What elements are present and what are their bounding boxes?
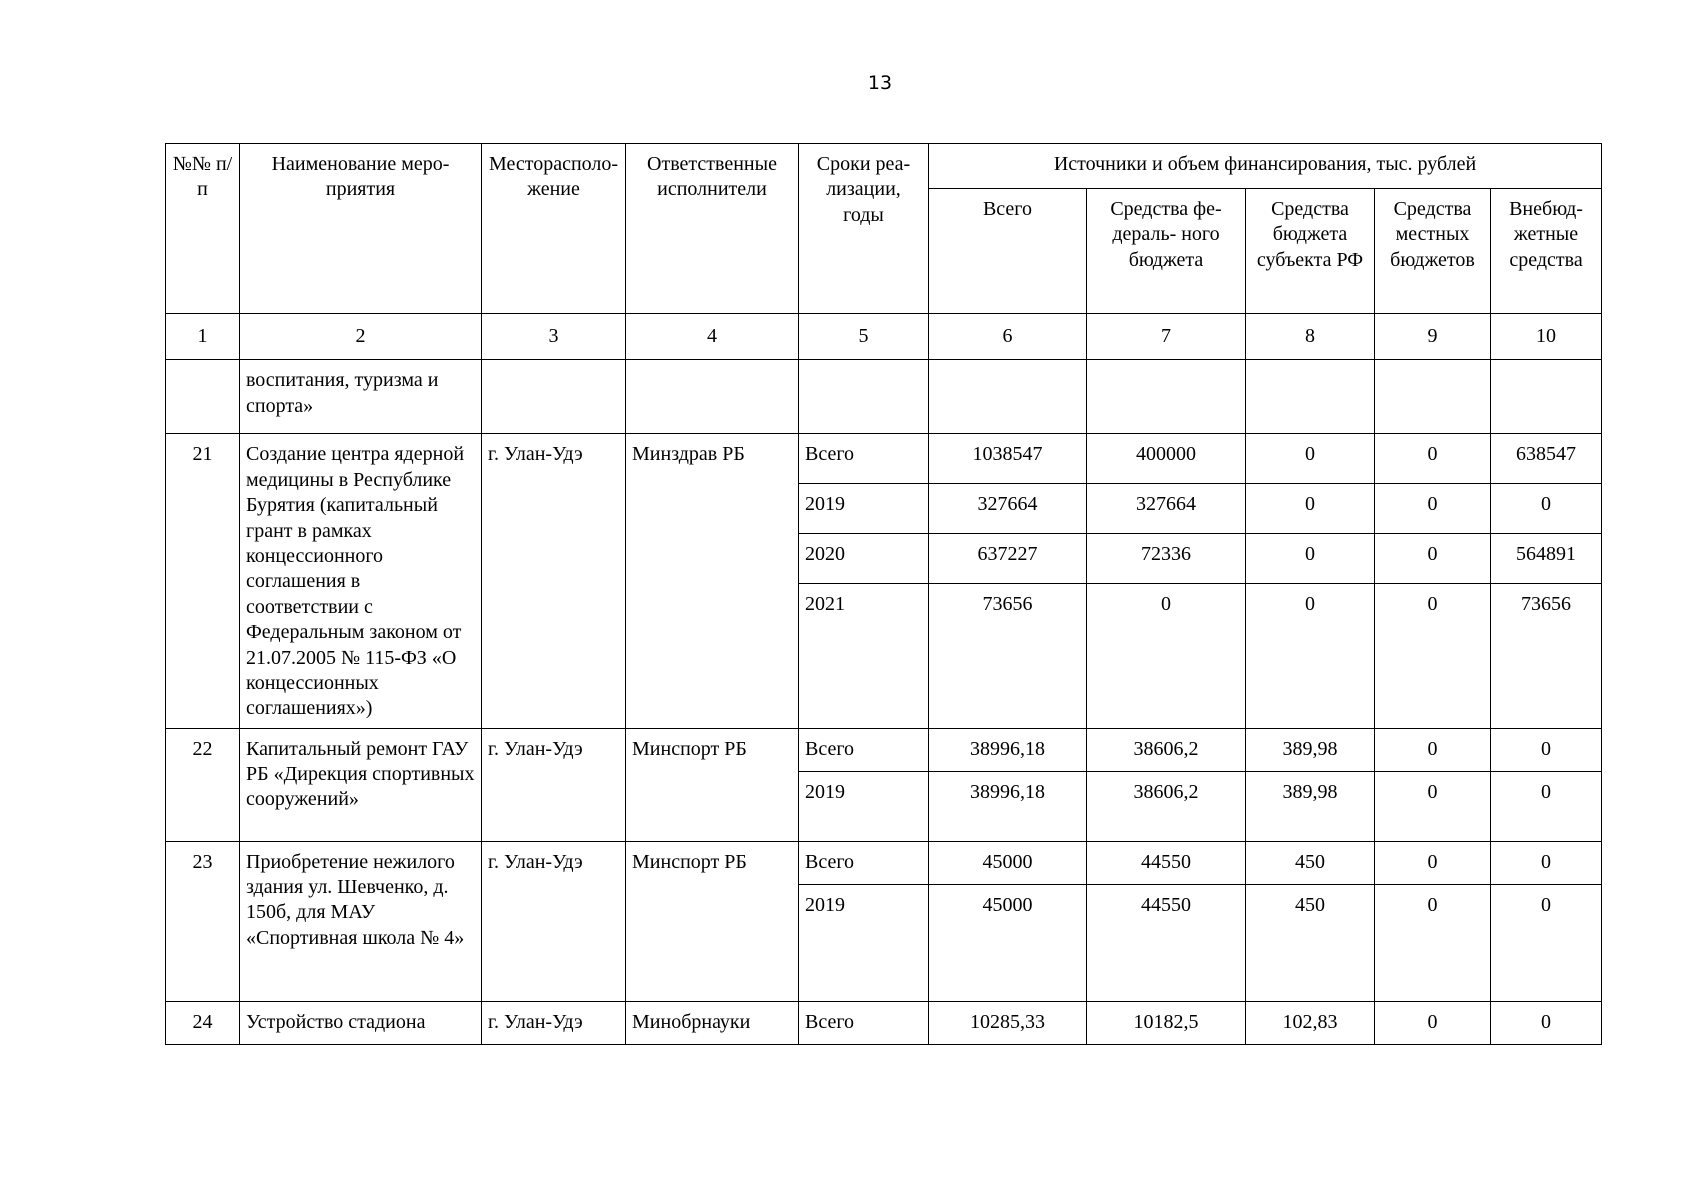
federal-cell: 72336 — [1087, 534, 1246, 584]
extrabudget-cell: 0 — [1491, 884, 1602, 1001]
table-row — [166, 841, 1602, 884]
federal-cell: 38606,2 — [1087, 771, 1246, 841]
header-executors: Ответственные исполнители — [626, 144, 799, 314]
total-cell: 637227 — [929, 534, 1087, 584]
header-regional: Средства бюджета субъекта РФ — [1246, 189, 1375, 314]
extrabudget-cell: 0 — [1491, 484, 1602, 534]
header-location: Месторасполо- жение — [482, 144, 626, 314]
regional-cell: 450 — [1246, 841, 1375, 884]
period-cell: Всего — [799, 434, 929, 484]
local-cell: 0 — [1375, 583, 1491, 728]
entry-location: г. Улан-Удэ — [482, 841, 626, 1001]
regional-cell: 0 — [1246, 583, 1375, 728]
header-funding-group: Источники и объем финансирования, тыс. рублей — [929, 144, 1602, 189]
header-total: Всего — [929, 189, 1087, 314]
table-body — [166, 360, 1602, 1044]
extrabudget-cell: 638547 — [1491, 434, 1602, 484]
column-index: 1 — [166, 314, 240, 360]
local-cell: 0 — [1375, 728, 1491, 771]
period-cell: 2019 — [799, 484, 929, 534]
entry-name: Устройство стадиона — [240, 1001, 482, 1044]
total-cell: 45000 — [929, 841, 1087, 884]
entry-number: 23 — [166, 841, 240, 1001]
regional-cell: 0 — [1246, 534, 1375, 584]
entry-number: 22 — [166, 728, 240, 841]
regional-cell: 0 — [1246, 434, 1375, 484]
column-index: 7 — [1087, 314, 1246, 360]
table-row — [166, 728, 1602, 771]
period-cell: 2019 — [799, 884, 929, 1001]
entry-number: 24 — [166, 1001, 240, 1044]
column-index: 6 — [929, 314, 1087, 360]
header-name: Наименование меро- приятия — [240, 144, 482, 314]
column-index: 4 — [626, 314, 799, 360]
extrabudget-cell: 0 — [1491, 728, 1602, 771]
local-cell: 0 — [1375, 534, 1491, 584]
table-row — [166, 434, 1602, 484]
table-header — [166, 144, 1602, 360]
header-extrabudget: Внебюд- жетные средства — [1491, 189, 1602, 314]
total-cell: 38996,18 — [929, 771, 1087, 841]
extrabudget-cell: 0 — [1491, 841, 1602, 884]
entry-executor: Минспорт РБ — [626, 841, 799, 1001]
total-cell: 327664 — [929, 484, 1087, 534]
entry-number: 21 — [166, 434, 240, 728]
period-cell: 2019 — [799, 771, 929, 841]
extrabudget-cell: 0 — [1491, 1001, 1602, 1044]
column-index: 8 — [1246, 314, 1375, 360]
header-number: №№ п/п — [166, 144, 240, 314]
financing-table — [165, 143, 1602, 1045]
period-cell: Всего — [799, 841, 929, 884]
table-row — [166, 1001, 1602, 1044]
regional-cell: 389,98 — [1246, 771, 1375, 841]
header-local: Средства местных бюджетов — [1375, 189, 1491, 314]
federal-cell: 327664 — [1087, 484, 1246, 534]
regional-cell: 0 — [1246, 484, 1375, 534]
period-cell: Всего — [799, 1001, 929, 1044]
header-federal: Средства фе- дераль- ного бюджета — [1087, 189, 1246, 314]
header-period: Сроки реа- лизации, годы — [799, 144, 929, 314]
entry-executor: Минобрнауки — [626, 1001, 799, 1044]
regional-cell: 389,98 — [1246, 728, 1375, 771]
total-cell: 73656 — [929, 583, 1087, 728]
federal-cell: 44550 — [1087, 841, 1246, 884]
column-index: 2 — [240, 314, 482, 360]
column-index: 10 — [1491, 314, 1602, 360]
total-cell: 38996,18 — [929, 728, 1087, 771]
continuation-row — [166, 360, 1602, 434]
entry-name: Приобретение нежилого здания ул. Шевченко, д. 150б, для МАУ «Спортивная школа № 4» — [240, 841, 482, 1001]
extrabudget-cell: 73656 — [1491, 583, 1602, 728]
entry-executor: Минздрав РБ — [626, 434, 799, 728]
local-cell: 0 — [1375, 484, 1491, 534]
column-index-row — [166, 314, 1602, 360]
federal-cell: 44550 — [1087, 884, 1246, 1001]
period-cell: 2020 — [799, 534, 929, 584]
continuation-name: воспитания, туризма и спорта» — [240, 360, 482, 434]
entry-executor: Минспорт РБ — [626, 728, 799, 841]
federal-cell: 10182,5 — [1087, 1001, 1246, 1044]
column-index: 9 — [1375, 314, 1491, 360]
regional-cell: 102,83 — [1246, 1001, 1375, 1044]
local-cell: 0 — [1375, 1001, 1491, 1044]
local-cell: 0 — [1375, 884, 1491, 1001]
entry-location: г. Улан-Удэ — [482, 434, 626, 728]
period-cell: 2021 — [799, 583, 929, 728]
extrabudget-cell: 564891 — [1491, 534, 1602, 584]
total-cell: 45000 — [929, 884, 1087, 1001]
entry-name: Капитальный ремонт ГАУ РБ «Дирекция спортивных сооружений» — [240, 728, 482, 841]
federal-cell: 400000 — [1087, 434, 1246, 484]
entry-name: Создание центра ядерной медицины в Республике Бурятия (капитальный грант в рамках концессионного соглашения в соответствии с Федеральным законом от 21.07.2005 № 115-ФЗ «О концессионных соглашениях») — [240, 434, 482, 728]
extrabudget-cell: 0 — [1491, 771, 1602, 841]
federal-cell: 38606,2 — [1087, 728, 1246, 771]
period-cell: Всего — [799, 728, 929, 771]
federal-cell: 0 — [1087, 583, 1246, 728]
entry-location: г. Улан-Удэ — [482, 1001, 626, 1044]
local-cell: 0 — [1375, 841, 1491, 884]
column-index: 3 — [482, 314, 626, 360]
total-cell: 1038547 — [929, 434, 1087, 484]
local-cell: 0 — [1375, 434, 1491, 484]
column-index: 5 — [799, 314, 929, 360]
total-cell: 10285,33 — [929, 1001, 1087, 1044]
page-number: 13 — [867, 72, 893, 94]
entry-location: г. Улан-Удэ — [482, 728, 626, 841]
local-cell: 0 — [1375, 771, 1491, 841]
regional-cell: 450 — [1246, 884, 1375, 1001]
